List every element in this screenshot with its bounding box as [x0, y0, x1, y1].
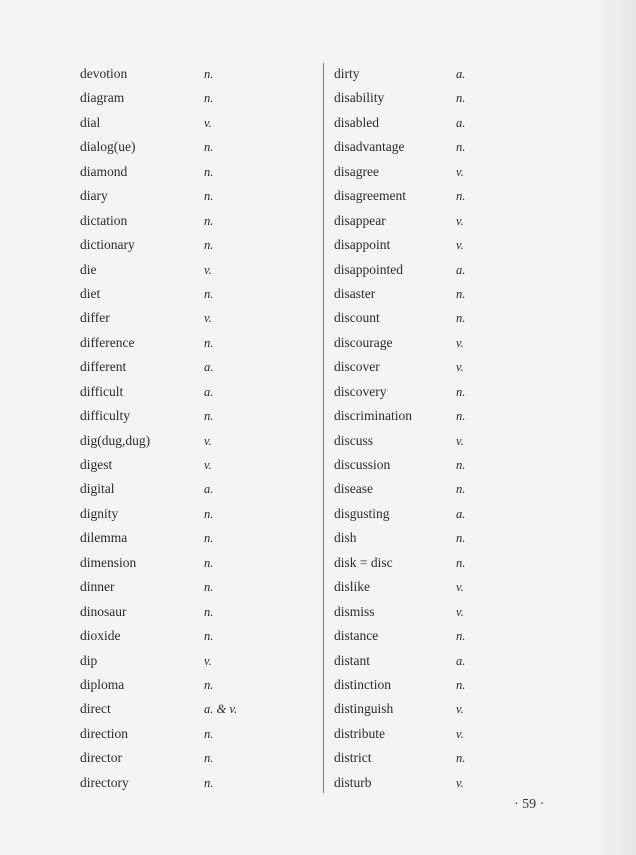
- headword: dimension: [80, 554, 137, 570]
- headword: discrimination: [334, 408, 412, 424]
- headword: dignity: [80, 505, 119, 521]
- part-of-speech: n.: [456, 482, 466, 497]
- headword: dirty: [334, 66, 360, 81]
- part-of-speech: n.: [204, 286, 214, 301]
- part-of-speech: n.: [456, 189, 466, 204]
- headword: distinction: [334, 676, 391, 692]
- part-of-speech: n.: [204, 506, 214, 521]
- headword: distant: [334, 652, 370, 668]
- headword: direction: [80, 725, 128, 741]
- part-of-speech: v.: [204, 458, 212, 472]
- headword: disappointed: [334, 261, 403, 277]
- headword: dislike: [334, 579, 370, 595]
- headword: discourage: [334, 334, 393, 350]
- part-of-speech: a.: [204, 384, 214, 399]
- part-of-speech: n.: [456, 91, 466, 106]
- part-of-speech: v.: [456, 702, 464, 717]
- headword: disabled: [334, 114, 379, 130]
- part-of-speech: v.: [456, 580, 464, 595]
- part-of-speech: v.: [204, 262, 212, 277]
- part-of-speech: n.: [204, 213, 214, 228]
- headword: discuss: [334, 432, 374, 448]
- part-of-speech: a.: [456, 506, 466, 521]
- part-of-speech: n.: [204, 67, 214, 81]
- part-of-speech: v.: [204, 115, 212, 130]
- part-of-speech: a.: [456, 262, 466, 277]
- headword: directory: [80, 774, 129, 790]
- part-of-speech: v.: [204, 311, 212, 326]
- headword: discussion: [334, 457, 391, 472]
- part-of-speech: a.: [456, 67, 466, 81]
- part-of-speech: v.: [204, 433, 212, 448]
- part-of-speech: n.: [204, 238, 214, 253]
- headword: dinosaur: [80, 603, 127, 619]
- part-of-speech: n.: [204, 604, 214, 619]
- part-of-speech: n.: [204, 726, 214, 741]
- headword: disappoint: [334, 237, 391, 253]
- headword: dig(dug,dug): [80, 432, 151, 448]
- headword: dish: [334, 530, 357, 546]
- part-of-speech: n.: [204, 629, 214, 644]
- headword: difficulty: [80, 408, 130, 424]
- headword: dilemma: [80, 530, 128, 546]
- part-of-speech: n.: [456, 311, 466, 326]
- part-of-speech: n.: [456, 677, 466, 692]
- headword: diamond: [80, 163, 128, 179]
- part-of-speech: v.: [456, 164, 464, 179]
- headword: district: [334, 750, 372, 766]
- part-of-speech: n.: [204, 164, 214, 179]
- part-of-speech: v.: [204, 653, 212, 668]
- headword: dip: [80, 652, 98, 668]
- part-of-speech: n.: [204, 580, 214, 595]
- part-of-speech: n.: [204, 140, 214, 155]
- part-of-speech: n.: [456, 286, 466, 301]
- headword: distinguish: [334, 701, 394, 717]
- headword: dinner: [80, 579, 115, 595]
- part-of-speech: n.: [204, 335, 214, 350]
- headword: dial: [80, 114, 101, 130]
- part-of-speech: a.: [456, 115, 466, 130]
- headword: dioxide: [80, 628, 121, 644]
- part-of-speech: n.: [456, 409, 466, 424]
- column-divider: [323, 63, 324, 793]
- part-of-speech: n.: [204, 751, 214, 766]
- headword: difference: [80, 334, 135, 350]
- headword: digest: [80, 457, 113, 472]
- headword: diet: [80, 285, 101, 301]
- headword: differ: [80, 310, 110, 326]
- part-of-speech: a.: [204, 482, 214, 497]
- headword: difficult: [80, 383, 124, 399]
- page-number: · 59 ·: [514, 797, 545, 812]
- headword: disagree: [334, 163, 379, 179]
- part-of-speech: n.: [204, 775, 214, 790]
- headword: discover: [334, 359, 380, 375]
- part-of-speech: v.: [456, 604, 464, 619]
- headword: dictation: [80, 212, 128, 228]
- part-of-speech: n.: [456, 629, 466, 644]
- headword: devotion: [80, 66, 128, 81]
- part-of-speech: n.: [204, 409, 214, 424]
- part-of-speech: n.: [204, 189, 214, 204]
- part-of-speech: n.: [204, 677, 214, 692]
- headword: disgusting: [334, 505, 390, 521]
- part-of-speech: n.: [456, 555, 466, 570]
- part-of-speech: n.: [456, 140, 466, 155]
- headword: disk = disc: [334, 554, 393, 570]
- headword: distance: [334, 628, 379, 644]
- headword: disagreement: [334, 188, 406, 204]
- part-of-speech: n.: [456, 384, 466, 399]
- part-of-speech: a.: [456, 653, 466, 668]
- part-of-speech: v.: [456, 775, 464, 790]
- headword: die: [80, 261, 97, 277]
- part-of-speech: a. & v.: [204, 702, 238, 717]
- part-of-speech: n.: [204, 531, 214, 546]
- part-of-speech: a.: [204, 360, 214, 375]
- headword: different: [80, 359, 127, 375]
- headword: dictionary: [80, 237, 135, 253]
- part-of-speech: n.: [456, 458, 466, 472]
- part-of-speech: v.: [456, 213, 464, 228]
- headword: distribute: [334, 725, 385, 741]
- headword: disease: [334, 481, 373, 497]
- headword: disaster: [334, 285, 376, 301]
- headword: dismiss: [334, 603, 375, 619]
- part-of-speech: v.: [456, 238, 464, 253]
- part-of-speech: n.: [204, 91, 214, 106]
- headword: digital: [80, 481, 115, 497]
- headword: disability: [334, 90, 385, 106]
- part-of-speech: n.: [204, 555, 214, 570]
- part-of-speech: n.: [456, 751, 466, 766]
- headword: diploma: [80, 676, 125, 692]
- part-of-speech: n.: [456, 531, 466, 546]
- headword: director: [80, 750, 122, 766]
- headword: discovery: [334, 383, 387, 399]
- headword: disturb: [334, 774, 372, 790]
- headword: diagram: [80, 90, 125, 106]
- part-of-speech: v.: [456, 726, 464, 741]
- headword: disappear: [334, 212, 386, 228]
- part-of-speech: v.: [456, 360, 464, 375]
- headword: diary: [80, 188, 108, 204]
- part-of-speech: v.: [456, 335, 464, 350]
- headword: disadvantage: [334, 139, 405, 155]
- headword: discount: [334, 310, 380, 326]
- headword: dialog(ue): [80, 139, 136, 155]
- headword: direct: [80, 701, 111, 717]
- part-of-speech: v.: [456, 433, 464, 448]
